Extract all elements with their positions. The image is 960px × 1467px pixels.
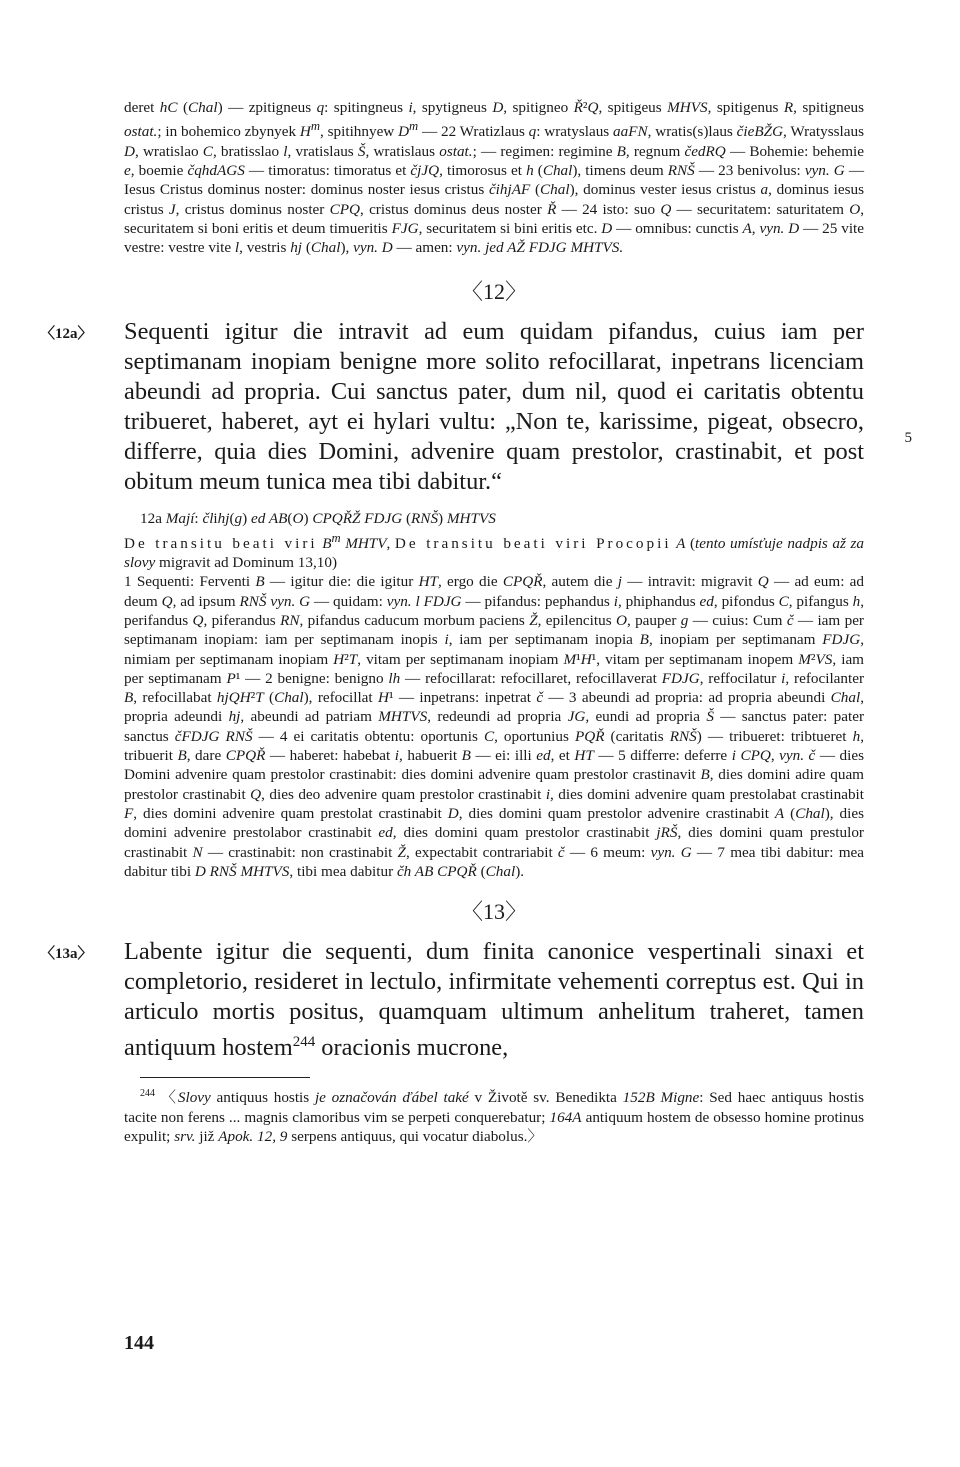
- page-number: 144: [124, 1332, 154, 1354]
- apparatus-12-sigla: 12a Mají: člihj(g) ed AB(O) CPQŘŽ FDJG (RNŠ) MHTVS: [140, 510, 496, 528]
- section-heading-13: 〈13〉: [460, 899, 527, 925]
- footnote: [124, 1084, 864, 1146]
- apparatus-12-variants: 1 Sequenti: Ferventi B — igitur die: die igitur HT, ergo die CPQŘ, autem die j — intravit: migravit Q — ad eum: ad deum Q, ad ipsum RNŠ vyn. G — quidam: vyn. l FDJG — pifandus: pephandus i, phiphandus ed, pifondus C, pifangus h, perifandus Q, piferandus RN, pifandus caducum morbum paciens Ž, epilencitus O, pauper g — cuius: Cum č — iam per septimanam inopiam: iam per septimanam inopis i, iam per septimanam inopia B, inopiam per septimanam FDJG, nimiam per septimanam inopiam H²T, vitam per septimanam inopiam M¹H¹, vitam per septimanam inopem M²VS, iam per septimanam P¹ — 2 benigne: benigno lh — refocillarat: refocillaret, refocillaverat FDJG, reffocilatur i, refocilanter B, refocillabat hjQH²T (Chal), refocillat H¹ — inpetrans: inpetrat č — 3 abeundi ad propria: ad propria abeundi Chal, propria adeundi hj, abeundi ad patriam MHTVS, redeundi ad propria JG, eundi ad propria Š — sanctus pater: pater sanctus čFDJG RNŠ — 4 ei caritatis obtentu: oportunis C, oportunius PQŘ (caritatis RNŠ) — tribueret: tribtueret h, tribuerit B, dare CPQŘ — haberet: habebat i, habuerit B — ei: illi ed, et HT — 5 differre: deferre i CPQ, vyn. č — dies Domini advenire quam prestolor crastinabit: dies domini advenire quam prestolor crastinavit B, dies domini adire quam prestolor crastinabit Q, dies deo advenire quam prestolor crastinabit i, dies domini advenire quam prestolabat crastinabit F, dies domini advenire quam prestolat crastinabit D, dies domini quam prestolor advenire crastinabit A (Chal), dies domini advenire prestolabor crastinabit ed, dies domini quam prestolor crastinabit jRŠ, dies domini quam prestulor crastinabit N — crastinabit: non crastinabit Ž, expectabit contrariabit č — 6 meum: vyn. G — 7 mea tibi dabitur: mea dabitur tibi D RNŠ MHTVS, tibi mea dabitur čh AB CPQŘ (Chal).: [124, 573, 865, 880]
- side-label-13a: 〈13a〉: [40, 946, 93, 963]
- main-text-13-after: oracionis mucrone,: [315, 1034, 509, 1062]
- footnote-text: 〈Slovy antiquus hostis je označován ďábel také v Životě sv. Benedikta 152B Migne: Sed haec antiquus hostis tacite non ferens ... magnis clamoribus vim se perpeti conquerebatur; 164A antiquum hostem de obsesso homine protinus expulit; srv. již Apok. 12, 9 serpens antiquus, qui vocatur diabolus.〉: [124, 1089, 864, 1145]
- main-text-12-content: Sequenti igitur die intravit ad eum quidam pifandus, cuius iam per septimanam inopiam benigne more solito refocillarat, inpetrans licenciam abeundi ad propria. Cui sanctus pater, dum nil, quod ei caritatis obtentu tribueret, haberet, ayt ei hylari vultu: „Non te, karissime, pigeat, obsecro, differre, quia dies Domini, advenire quam prestolor, crastinabit, et post obitum meum tunica mea tibi dabitur.“: [124, 318, 864, 496]
- main-text-13-before: Labente igitur die sequenti, dum finita canonice vespertinali sinaxi et completorio, resideret in lectulo, infirmitate vehementi correptus est. Qui in articulo mortis positus, quamquam ultimum anhelitum traheret, tamen antiquum hostem: [124, 938, 864, 1062]
- line-number: 5: [904, 430, 912, 447]
- apparatus-12-title: De transitu beati viri $B^m$ MHTV, De transitu beati viri Procopii A (tento umísťuje nadpis až za slovy migravit ad Dominum 13,10): [124, 530, 865, 572]
- footnote-rule: [140, 1077, 310, 1078]
- main-text-12: [40, 317, 912, 497]
- side-label-12a: 〈12a〉: [40, 326, 93, 343]
- page-body: [40, 94, 912, 1146]
- main-text-13: [40, 937, 864, 1063]
- footnote-ref: 244: [292, 1034, 316, 1051]
- footnote-number: 244: [140, 1088, 155, 1100]
- section-heading-12: 〈12〉: [460, 279, 527, 305]
- apparatus-top: deret hC (Chal) — zpitigneus q: spitingneus i, spytigneus D, spitigneo Ř²Q, spitigeus MHVS, spitigenus R, spitigneus ostat.; in bohemico zbynyek $H^m$, spitihnyew $D^m$ — 22 Wratizlaus q: wratyslaus aaFN, wratis(s)laus čieBŽG, Wratysslaus D, wratislao C, bratisslao l, vratislaus Š, wratislaus ostat.; — regimen: regimine B, regnum čedRQ — Bohemie: behemie e, boemie čqhdAGS — timoratus: timoratus et čjJQ, timorosus et h (Chal), timens deum RNŠ — 23 benivolus: vyn. G — Iesus Cristus dominus noster: dominus noster iesus cristus čihjAF (Chal), dominus vester iesus cristus a, dominus iesus cristus J, cristus dominus noster CPQ, cristus dominus deus noster Ř — 24 isto: suo Q — securitatem: saturitatem O, securitatem si boni eritis et deum timueritis FJG, securitatem si bini eritis etc. D — omnibus: cunctis A, vyn. D — 25 vite vestre: vestre vite l, vestris hj (Chal), vyn. D — amen: vyn. jed AŽ FDJG MHTVS.: [124, 99, 865, 257]
